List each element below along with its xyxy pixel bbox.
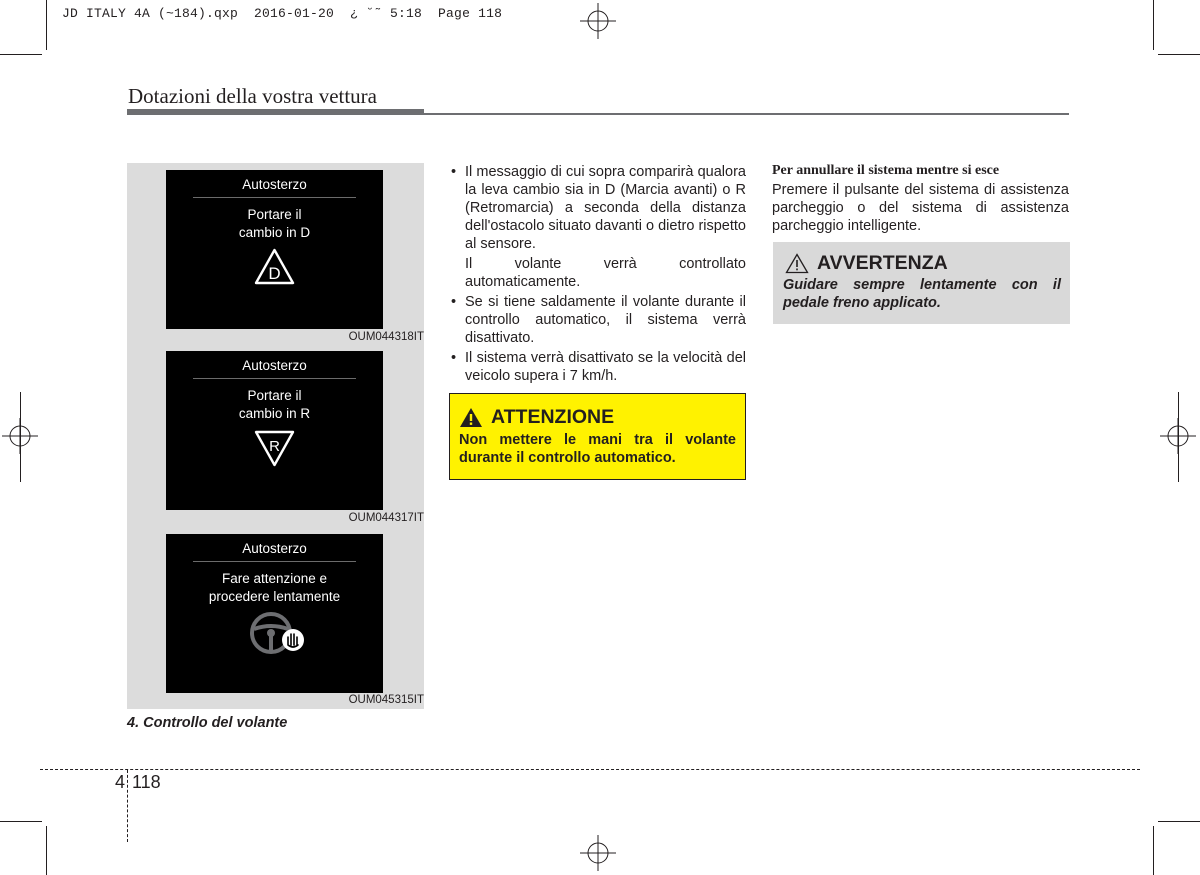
cluster-screen: [166, 170, 383, 329]
page-number: 118: [132, 772, 161, 792]
steering-wheel-hand-icon: [250, 612, 306, 654]
crop-mark: [46, 826, 47, 875]
screen-title: Autosterzo: [242, 358, 307, 373]
crop-mark: [1158, 54, 1200, 55]
bullet-text: • Se si tiene saldamente il volante durante il controllo automatico, il sistema verrà disattivato.: [465, 294, 746, 346]
footer-rule: [40, 769, 1140, 770]
avvertenza-box: [773, 242, 1070, 324]
svg-text:R: R: [269, 438, 280, 455]
avvertenza-text: Guidare sempre lentamente con il pedale freno applicato.: [783, 277, 1061, 311]
bullet-text: • Il sistema verrà disattivato se la velocità del veicolo supera i 7 km/h.: [465, 350, 746, 384]
header-rule: [424, 113, 1069, 115]
crop-mark: [46, 0, 47, 50]
registration-line: [1178, 392, 1179, 482]
warning-triangle-outline-icon: [785, 253, 809, 274]
list-item: [451, 163, 746, 253]
cluster-screen: [166, 534, 383, 693]
divider: [193, 561, 356, 562]
bullet-subtext: Il volante verrà controllato automaticamente.: [465, 256, 746, 290]
crop-mark: [0, 54, 42, 55]
figure-code: OUM044317IT: [348, 512, 424, 524]
divider: [193, 378, 356, 379]
cluster-screen: [166, 351, 383, 510]
list-item: [451, 349, 746, 385]
screen-message: Portare il cambio in R: [238, 388, 311, 421]
screen-message: Portare il cambio in D: [238, 207, 311, 240]
screen-message: Fare attenzione e procedere lentamente: [208, 571, 341, 604]
gear-d-triangle-icon: [254, 248, 295, 286]
registration-mark-icon: [580, 3, 616, 39]
avvertenza-header: [785, 252, 948, 275]
body-text: Premere il pulsante del sistema di assistenza parcheggio o del sistema di assistenza parcheggio intelligente.: [772, 182, 1069, 234]
registration-mark-icon: [580, 835, 616, 871]
attenzione-box: [449, 393, 746, 480]
screen-title: Autosterzo: [242, 541, 307, 556]
warning-triangle-icon: [459, 407, 483, 428]
crop-mark: [0, 821, 42, 822]
attenzione-title: ATTENZIONE: [491, 406, 615, 428]
subsection-heading: Per annullare il sistema mentre si esce: [772, 163, 1000, 178]
figure-caption: 4. Controllo del volante: [127, 715, 288, 731]
figure-code: OUM045315IT: [348, 694, 424, 706]
list-item: [451, 293, 746, 347]
bullet-list: [451, 163, 746, 387]
footer-rule-vertical: [127, 770, 128, 842]
bullet-text: • Il messaggio di cui sopra comparirà qualora la leva cambio sia in D (Marcia avanti) o R (Retromarcia) a seconda della distanza dell'ostacolo situato davanti o dietro rispetto al sensore.: [465, 164, 746, 252]
crop-mark: [1158, 821, 1200, 822]
avvertenza-title: AVVERTENZA: [817, 252, 948, 274]
screen-title: Autosterzo: [242, 177, 307, 192]
divider: [193, 197, 356, 198]
crop-mark: [1153, 0, 1154, 50]
registration-line: [20, 392, 21, 482]
print-slug: JD ITALY 4A (~184).qxp 2016-01-20 ¿ ˘˜ 5:18 Page 118: [62, 6, 503, 21]
attenzione-text: Non mettere le mani tra il volante durante il controllo automatico.: [459, 432, 736, 466]
section-title: Dotazioni della vostra vettura: [128, 84, 377, 108]
svg-text:D: D: [268, 264, 281, 283]
crop-mark: [1153, 826, 1154, 875]
figure-code: OUM044318IT: [348, 331, 424, 343]
header-rule: [127, 109, 424, 115]
chapter-number: 4: [115, 772, 126, 792]
attenzione-header: [459, 406, 614, 429]
gear-r-triangle-icon: [254, 429, 295, 467]
